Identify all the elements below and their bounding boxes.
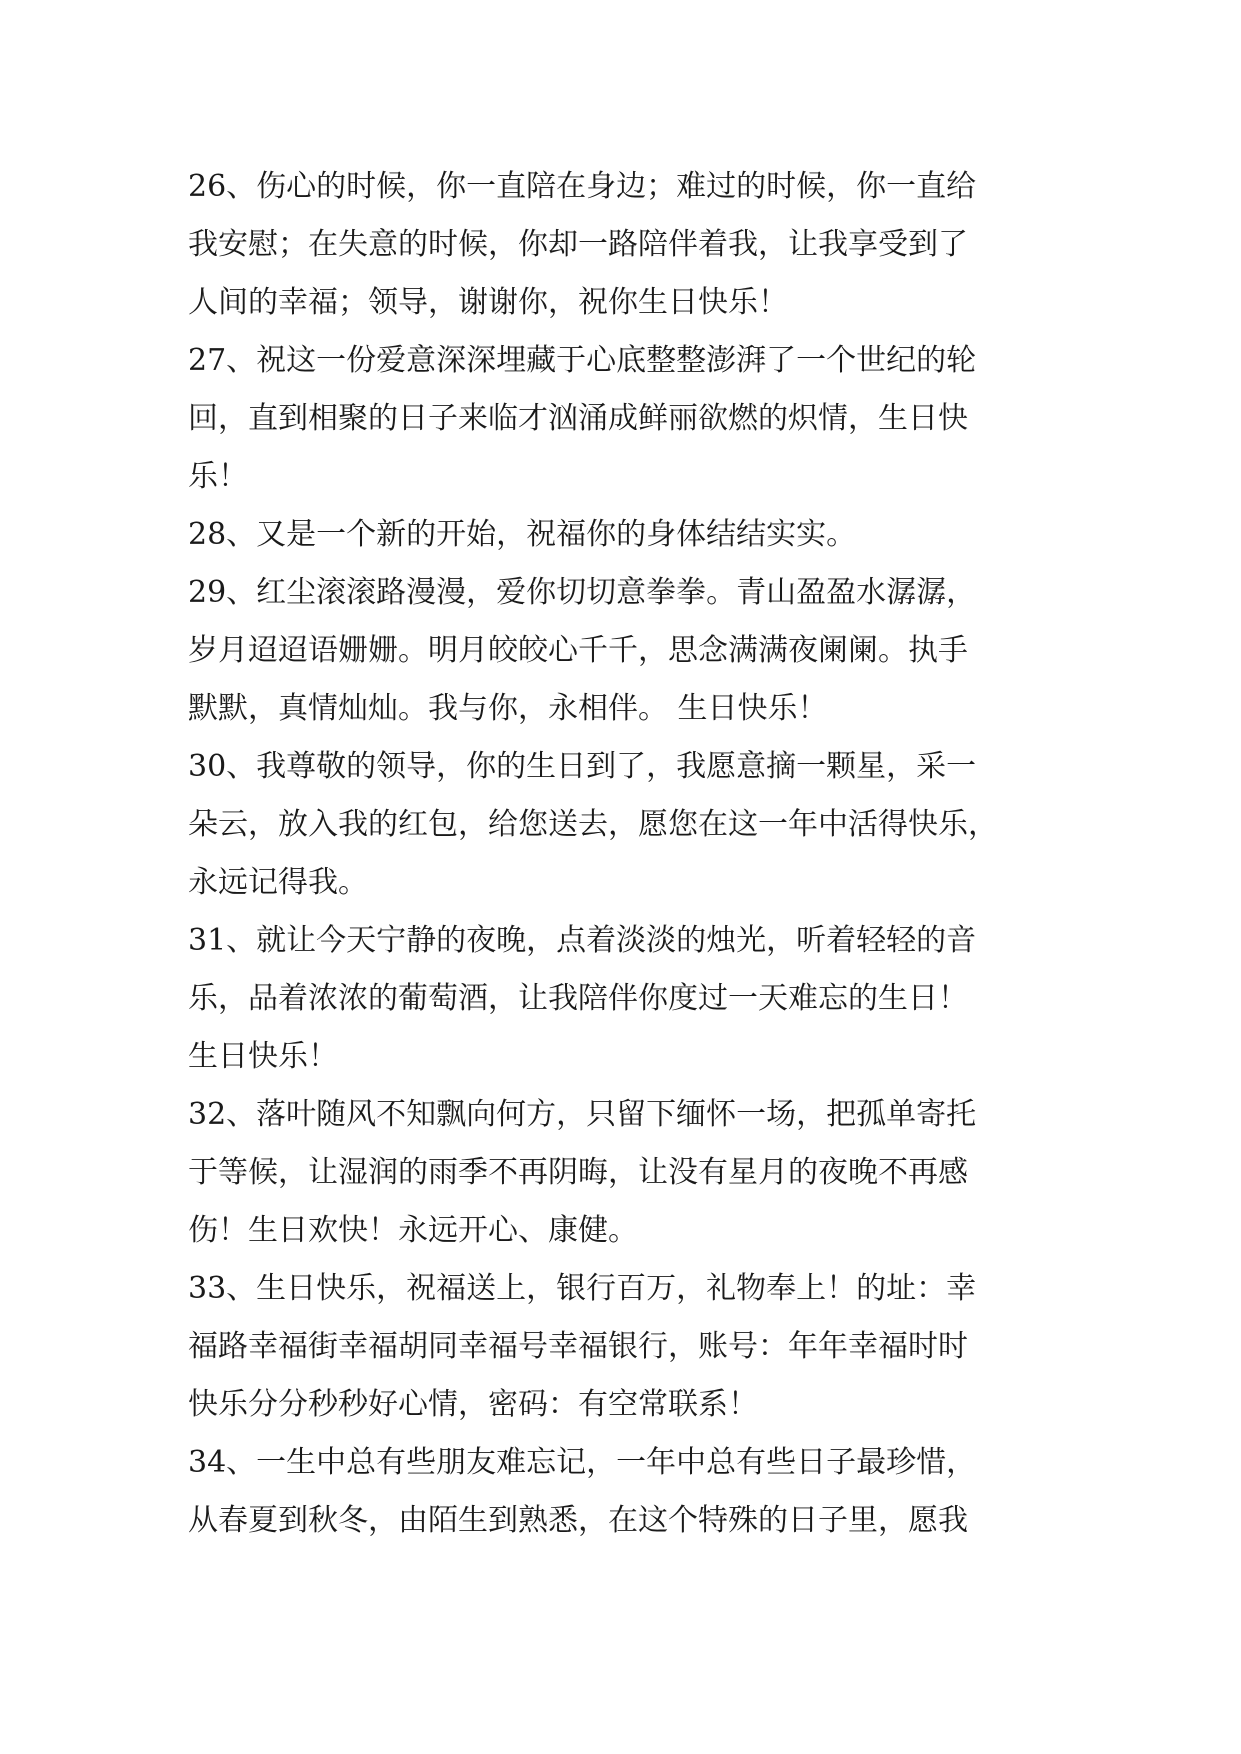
text-line: 我安慰；在失意的时候，你却一路陪伴着我，让我享受到了: [188, 227, 968, 262]
text-line: 人间的幸福；领导，谢谢你，祝你生日快乐！: [188, 285, 788, 320]
text-line: 岁月迢迢语姗姗。明月皎皎心千千，思念满满夜阑阑。执手: [188, 633, 968, 668]
text-line: 默默，真情灿灿。我与你，永相伴。 生日快乐！: [188, 691, 828, 726]
text-line: 34、一生中总有些朋友难忘记，一年中总有些日子最珍惜，: [188, 1445, 977, 1480]
text-line: 回，直到相聚的日子来临才汹涌成鲜丽欲燃的炽情，生日快: [188, 401, 968, 436]
text-line: 28、又是一个新的开始，祝福你的身体结结实实。: [188, 517, 857, 552]
text-line: 生日快乐！: [188, 1039, 338, 1074]
text-line: 33、生日快乐，祝福送上，银行百万，礼物奉上！的址：幸: [188, 1271, 977, 1306]
text-line: 伤！生日欢快！永远开心、康健。: [188, 1213, 638, 1248]
text-line: 从春夏到秋冬，由陌生到熟悉，在这个特殊的日子里，愿我: [188, 1503, 968, 1538]
text-line: 乐，品着浓浓的葡萄酒，让我陪伴你度过一天难忘的生日！: [188, 981, 968, 1016]
text-line: 26、伤心的时候，你一直陪在身边；难过的时候，你一直给: [188, 169, 977, 204]
text-line: 于等候，让湿润的雨季不再阴晦，让没有星月的夜晚不再感: [188, 1155, 968, 1190]
text-line: 快乐分分秒秒好心情，密码：有空常联系！: [188, 1387, 758, 1422]
text-line: 31、就让今天宁静的夜晚，点着淡淡的烛光，听着轻轻的音: [188, 923, 977, 958]
text-line: 32、落叶随风不知飘向何方，只留下缅怀一场，把孤单寄托: [188, 1097, 977, 1132]
text-line: 27、祝这一份爱意深深埋藏于心底整整澎湃了一个世纪的轮: [188, 343, 977, 378]
text-line: 永远记得我。: [188, 865, 368, 900]
text-line: 30、我尊敬的领导，你的生日到了，我愿意摘一颗星，采一: [188, 749, 977, 784]
text-line: 朵云，放入我的红包，给您送去，愿您在这一年中活得快乐，: [188, 807, 998, 842]
text-line: 乐！: [188, 459, 248, 494]
text-line: 福路幸福街幸福胡同幸福号幸福银行，账号：年年幸福时时: [188, 1329, 968, 1364]
text-line: 29、红尘滚滚路漫漫，爱你切切意拳拳。青山盈盈水潺潺，: [188, 575, 977, 610]
